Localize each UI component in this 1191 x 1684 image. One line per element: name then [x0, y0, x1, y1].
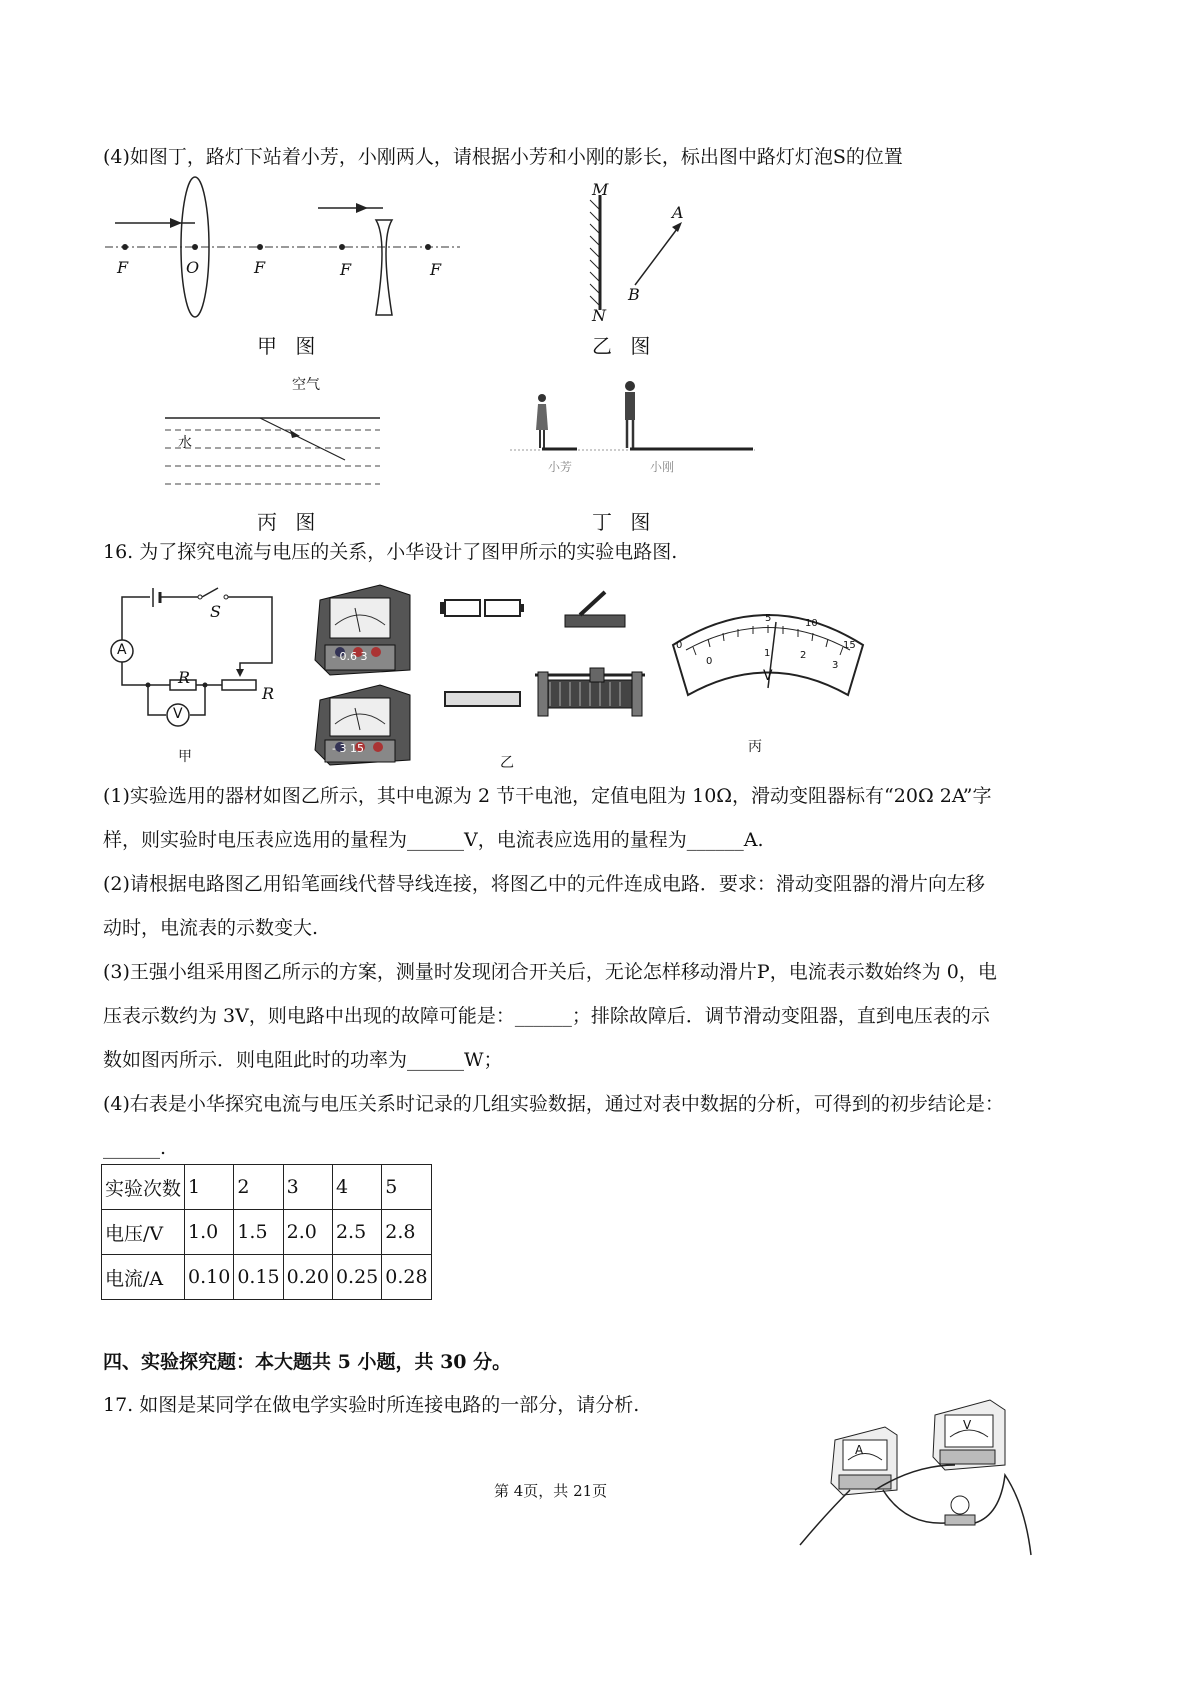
point-label-a: A [672, 203, 684, 222]
fig-yi-mirror [580, 180, 710, 325]
table-row [102, 1210, 432, 1255]
table-cell: 电压/V [102, 1210, 185, 1255]
circuit-label-v: V [173, 706, 183, 722]
circuit-fig-label: 甲 [178, 749, 192, 765]
circuit-diagram [100, 585, 280, 735]
q16-2-line1: (2)请根据电路图乙用铅笔画线代替导线连接，将图乙中的元件连成电路．要求：滑动变阻器的滑片向左移 [103, 873, 985, 895]
q17-voltmeter-letter: V [963, 1418, 972, 1432]
label-xiaogang: 小刚 [650, 460, 675, 474]
page-footer: 第 4页，共 21页 [494, 1482, 608, 1500]
dial-top-5: 5 [765, 613, 772, 624]
dial-top-10: 10 [805, 618, 818, 629]
mirror-label-m: M [592, 180, 609, 199]
table-cell: 2.0 [283, 1210, 332, 1255]
q16-3-line3: 数如图丙所示．则电阻此时的功率为______W； [103, 1049, 503, 1071]
q17-circuit-figure [795, 1395, 1035, 1570]
fig-ding-shadows [505, 378, 760, 458]
fig-bing-refraction [160, 400, 385, 495]
dial-bottom-3: 3 [832, 660, 839, 671]
table-cell: 0.25 [332, 1255, 381, 1300]
table-cell: 电流/A [102, 1255, 185, 1300]
table-cell: 1 [185, 1165, 234, 1210]
table-cell: 0.10 [185, 1255, 234, 1300]
table-cell: 0.28 [382, 1255, 431, 1300]
table-cell: 2 [234, 1165, 283, 1210]
mirror-label-n: N [592, 306, 606, 325]
table-cell: 实验次数 [102, 1165, 185, 1210]
meter-fig-label: 丙 [748, 739, 762, 755]
dial-top-15: 15 [843, 640, 856, 651]
table-cell: 2.5 [332, 1210, 381, 1255]
dial-unit-v: V [763, 668, 773, 684]
fig-yi-label: 乙 图 [592, 334, 657, 358]
fig-jia-label: 甲 图 [257, 334, 322, 358]
circuit-label-s: S [210, 602, 221, 621]
q16-3-line2: 压表示数约为 3V，则电路中出现的故障可能是：______；排除故障后．调节滑动变阻器，直到电压表的示 [103, 1005, 990, 1027]
label-water: 水 [178, 435, 192, 451]
q16-1-line1: (1)实验选用的器材如图乙所示，其中电源为 2 节干电池，定值电阻为 10Ω，滑动变阻器标有“20Ω 2A”字 [103, 785, 992, 807]
voltmeter-terminal-labels: - 3 15 [332, 742, 364, 755]
lens-center-o: O [186, 258, 200, 277]
dial-bottom-1: 1 [764, 648, 771, 659]
table-cell: 0.20 [283, 1255, 332, 1300]
concave-focus-f-left: F [340, 260, 352, 279]
q16-2-line2: 动时，电流表的示数变大. [103, 917, 319, 939]
dial-top-0: 0 [676, 640, 683, 651]
table-row [102, 1255, 432, 1300]
circuit-label-r: R [178, 668, 191, 687]
table-cell: 1.0 [185, 1210, 234, 1255]
q15-4-text: (4)如图丁，路灯下站着小芳，小刚两人，请根据小芳和小刚的影长，标出图中路灯灯泡S的位置 [103, 146, 903, 168]
concave-focus-f-right: F [430, 260, 442, 279]
dial-bottom-0: 0 [706, 656, 713, 667]
q16-intro: 16. 为了探究电流与电压的关系，小华设计了图甲所示的实验电路图. [103, 541, 678, 563]
q16-1-line2: 样，则实验时电压表应选用的量程为______V，电流表应选用的量程为______A. [103, 829, 764, 851]
dial-bottom-2: 2 [800, 650, 807, 661]
table-cell: 4 [332, 1165, 381, 1210]
q16-3-line1: (3)王强小组采用图乙所示的方案，测量时发现闭合开关后，无论怎样移动滑片P，电流表示数始终为 0，电 [103, 961, 997, 983]
table-row [102, 1165, 432, 1210]
point-label-b: B [628, 285, 640, 304]
table-cell: 0.15 [234, 1255, 283, 1300]
label-air: 空气 [292, 377, 320, 393]
table-cell: 5 [382, 1165, 431, 1210]
q17-intro: 17. 如图是某同学在做电学实验时所连接电路的一部分，请分析. [103, 1394, 640, 1416]
ammeter-terminal-labels: - 0.6 3 [332, 650, 368, 663]
section4-heading: 四、实验探究题：本大题共 5 小题，共 30 分。 [103, 1351, 512, 1373]
q17-ammeter-letter: A [855, 1443, 864, 1457]
label-xiaofang: 小芳 [548, 460, 573, 474]
table-cell: 2.8 [382, 1210, 431, 1255]
fig-ding-label: 丁 图 [592, 510, 657, 534]
fig-bing-label: 丙 图 [257, 510, 322, 534]
lens-focus-f-left: F [117, 258, 129, 277]
q16-4-line2: ______. [103, 1137, 167, 1159]
lens-focus-f-right: F [254, 258, 266, 277]
table-cell: 3 [283, 1165, 332, 1210]
circuit-label-a: A [117, 642, 127, 658]
equipment-fig-label: 乙 [500, 755, 514, 771]
q16-4-line1: (4)右表是小华探究电流与电压关系时记录的几组实验数据，通过对表中数据的分析，可得到的初步结论是： [103, 1093, 1004, 1115]
table-cell: 1.5 [234, 1210, 283, 1255]
circuit-label-r-slide: R [262, 684, 275, 703]
data-table [101, 1164, 432, 1300]
fig-jia-lenses [100, 180, 470, 330]
